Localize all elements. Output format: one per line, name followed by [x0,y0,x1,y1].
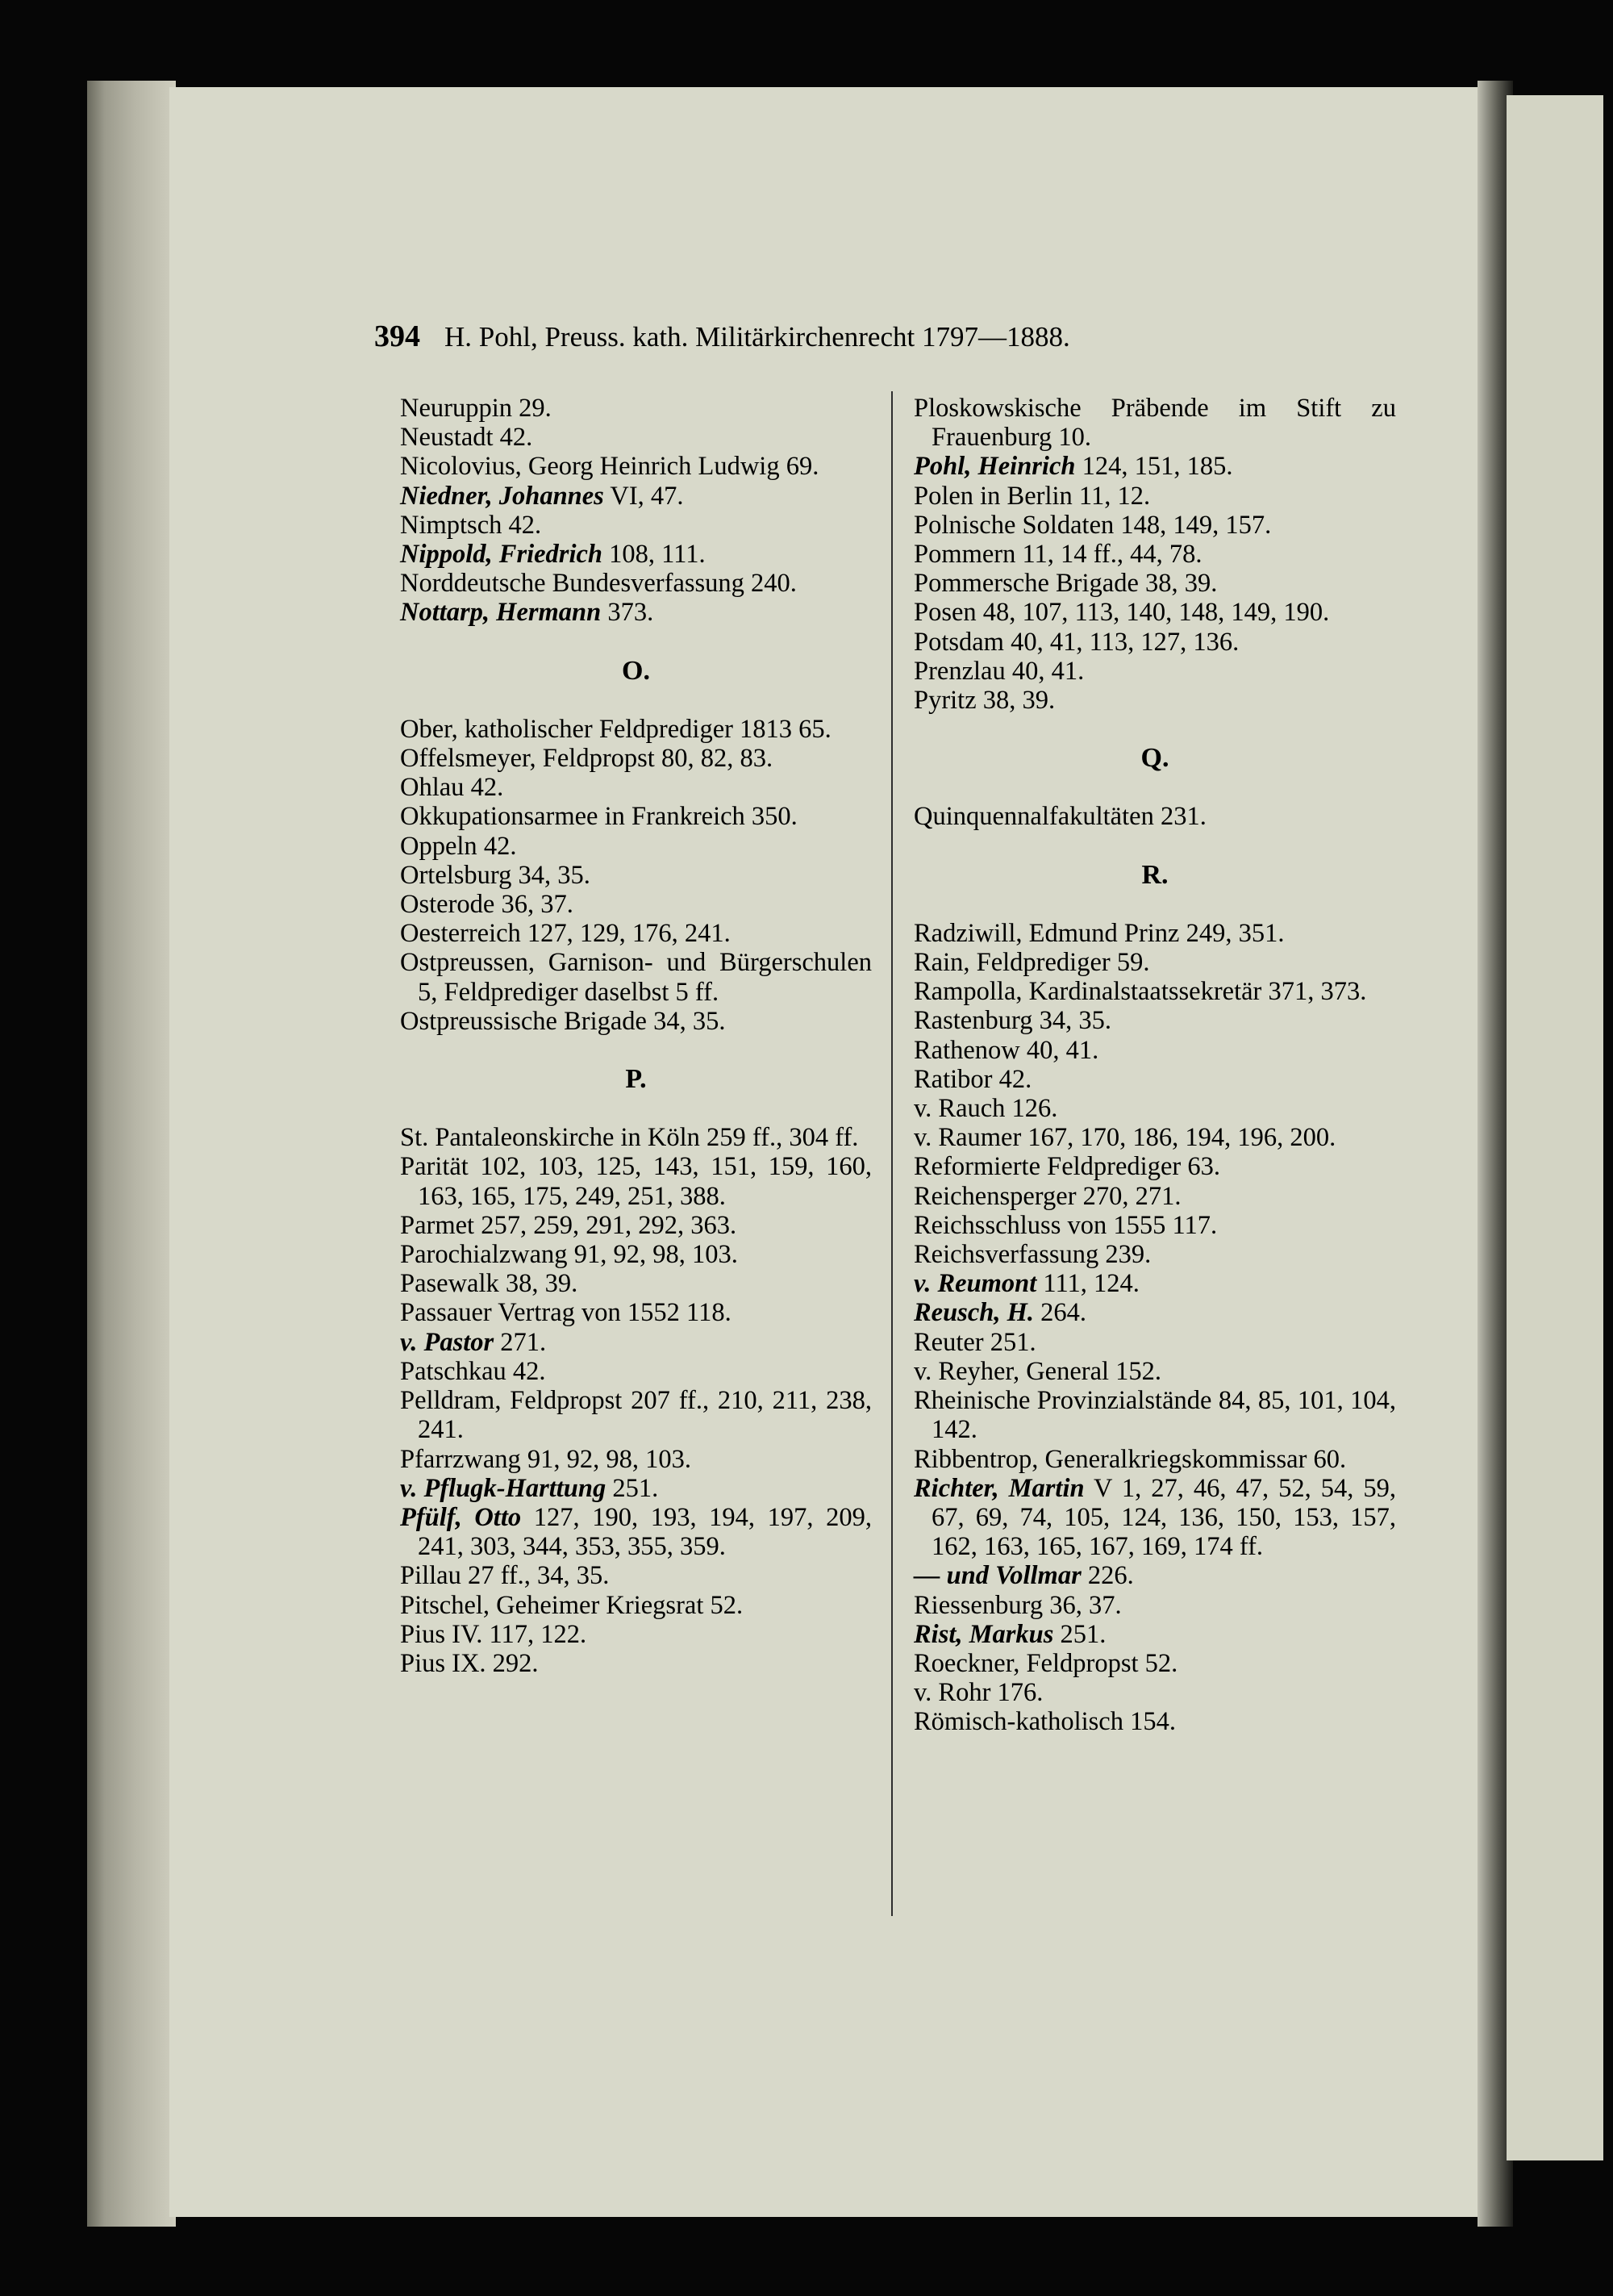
index-entry: Reusch, H. 264. [914,1298,1086,1328]
index-entry: Norddeutsche Bundesverfassung 240. [400,569,797,599]
index-entry: Parmet 257, 259, 291, 292, 363. [400,1210,737,1240]
index-entry: Rampolla, Kardinalstaatssekretär 371, 373. [914,977,1367,1007]
index-entry: Nicolovius, Georg Heinrich Ludwig 69. [400,452,819,482]
page-number: 394 [374,319,420,353]
index-entry: v. Reyher, General 152. [914,1356,1162,1386]
index-entry: v. Pflugk-Harttung 251. [400,1473,659,1503]
index-entry: Posen 48, 107, 113, 140, 148, 149, 190. [914,598,1330,628]
index-entry: Nottarp, Hermann 373. [400,598,654,628]
index-entry: v. Pastor 271. [400,1327,547,1357]
index-entry: Oppeln 42. [400,831,517,861]
index-entry: Ploskowskische Präbende im Stift zu Frauenburg 10. [914,394,1396,453]
section-letter-p: P. [625,1064,647,1095]
index-entry: v. Rohr 176. [914,1678,1044,1708]
index-entry: St. Pantaleonskirche in Köln 259 ff., 304 ff. [400,1123,859,1153]
section-letter-o: O. [622,655,650,686]
running-header [374,319,1070,354]
index-entry: Niedner, Johannes VI, 47. [400,481,684,511]
index-entry: Pelldram, Feldpropst 207 ff., 210, 211, 238, 241. [400,1386,872,1445]
index-entry: Pfülf, Otto 127, 190, 193, 194, 197, 209, 241, 303, 344, 353, 355, 359. [400,1502,873,1562]
index-entry: Nippold, Friedrich 108, 111. [400,540,706,570]
index-entry: Reichsverfassung 239. [914,1240,1152,1270]
index-entry: Okkupationsarmee in Frankreich 350. [400,802,798,832]
running-title: H. Pohl, Preuss. kath. Militärkirchenrecht 1797—1888. [444,321,1070,353]
index-entry: Rist, Markus 251. [914,1619,1107,1649]
section-letter-q: Q. [1140,743,1169,774]
index-entry: Ostpreussische Brigade 34, 35. [400,1006,726,1036]
index-entry: Nimptsch 42. [400,510,542,540]
book-page-edges [87,81,176,2227]
index-entry: Pasewalk 38, 39. [400,1269,578,1299]
index-entry: Ohlau 42. [400,773,504,803]
index-entry: Radziwill, Edmund Prinz 249, 351. [914,918,1285,948]
index-entry: Prenzlau 40, 41. [914,656,1085,686]
index-entry: Passauer Vertrag von 1552 118. [400,1298,731,1328]
index-entry: Parochialzwang 91, 92, 98, 103. [400,1240,738,1270]
index-entry: Ober, katholischer Feldprediger 1813 65. [400,714,832,744]
index-entry: Reichsschluss von 1555 117. [914,1210,1218,1240]
index-entry: v. Raumer 167, 170, 186, 194, 196, 200. [914,1123,1336,1153]
index-entry: Polen in Berlin 11, 12. [914,481,1151,511]
index-entry: Rheinische Provinzialstände 84, 85, 101, 104, 142. [914,1386,1396,1445]
index-entry: Ribbentrop, Generalkriegskommissar 60. [914,1444,1347,1474]
index-entry: v. Rauch 126. [914,1094,1058,1124]
index-entry: Oesterreich 127, 129, 176, 241. [400,919,731,949]
index-entry: Pius IX. 292. [400,1648,539,1678]
index-entry: Pohl, Heinrich 124, 151, 185. [914,452,1233,482]
index-entry: Riessenburg 36, 37. [914,1590,1122,1620]
index-entry: Rain, Feldprediger 59. [914,948,1150,978]
index-entry: Pommersche Brigade 38, 39. [914,569,1218,599]
index-entry: Patschkau 42. [400,1356,546,1386]
index-entry: Roeckner, Feldpropst 52. [914,1648,1178,1678]
index-entry: Rathenow 40, 41. [914,1035,1099,1065]
index-entry: Neuruppin 29. [400,394,552,423]
index-entry: Pyritz 38, 39. [914,686,1056,716]
index-entry: Potsdam 40, 41, 113, 127, 136. [914,627,1240,657]
index-entry: v. Reumont 111, 124. [914,1269,1140,1299]
index-entry: Römisch-katholisch 154. [914,1707,1176,1737]
index-column-right [914,394,1396,1737]
index-entry: Polnische Soldaten 148, 149, 157. [914,510,1272,540]
index-entry: Pius IV. 117, 122. [400,1619,587,1649]
index-entry: Reichensperger 270, 271. [914,1181,1182,1211]
column-divider [891,391,893,1916]
index-entry: Ratibor 42. [914,1064,1032,1094]
index-entry: Ostpreussen, Garnison- und Bürgerschulen 5, Feldprediger daselbst 5 ff. [400,948,872,1007]
index-entry: Quinquennalfakultäten 231. [914,802,1207,832]
index-entry: Pitschel, Geheimer Kriegsrat 52. [400,1590,744,1620]
index-entry: Offelsmeyer, Feldpropst 80, 82, 83. [400,744,773,774]
index-column-left [400,394,872,1678]
index-entry: Parität 102, 103, 125, 143, 151, 159, 160, 163, 165, 175, 249, 251, 388. [400,1152,872,1211]
facing-page-edge [1507,95,1603,2160]
index-entry: Neustadt 42. [400,423,533,453]
index-entry: Ortelsburg 34, 35. [400,860,590,890]
index-entry: Reuter 251. [914,1327,1036,1357]
section-letter-r: R. [1141,859,1169,890]
index-entry: — und Vollmar 226. [914,1561,1134,1591]
index-entry: Pommern 11, 14 ff., 44, 78. [914,540,1202,570]
index-entry: Rastenburg 34, 35. [914,1006,1111,1036]
index-entry: Richter, Martin V 1, 27, 46, 47, 52, 54, 59, 67, 69, 74, 105, 124, 136, 150, 153, 157, 162, 163, 165, 167, 169, 174 ff. [914,1473,1396,1562]
index-entry: Osterode 36, 37. [400,890,573,920]
index-entry: Pillau 27 ff., 34, 35. [400,1561,610,1591]
index-entry: Pfarrzwang 91, 92, 98, 103. [400,1444,692,1474]
index-entry: Reformierte Feldprediger 63. [914,1152,1220,1182]
